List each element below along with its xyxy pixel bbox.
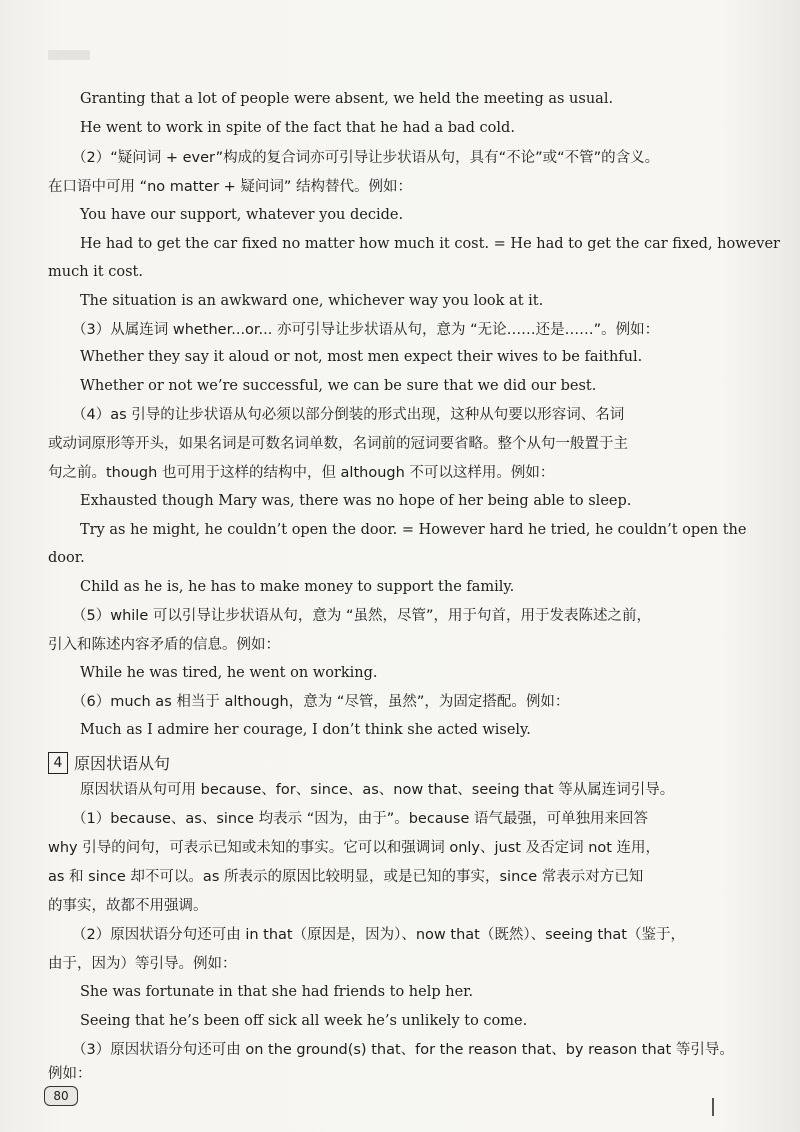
rule-paragraph: （5）while 可以引导让步状语从句，意为 “虽然，尽管”，用于句首，用于发表陈述之前， (72, 608, 651, 624)
rule-paragraph: （3）原因状语分句还可由 on the ground(s) that、for the reason that、by reason that 等引导。 (72, 1042, 734, 1058)
example-sentence: Whether they say it aloud or not, most men expect their wives to be faithful. (80, 349, 643, 365)
margin-mark (712, 1098, 714, 1116)
example-sentence: He had to get the car fixed no matter how much it cost. = He had to get the car fixed, however (80, 236, 780, 252)
rule-paragraph: 在口语中可用 “no matter + 疑问词” 结构替代。例如： (48, 179, 413, 195)
section-heading (48, 751, 170, 774)
rule-paragraph: 由于，因为）等引导。例如： (48, 956, 237, 972)
rule-paragraph: 的事实，故都不用强调。 (48, 898, 208, 914)
example-sentence: much it cost. (48, 264, 143, 280)
rule-paragraph: （2）原因状语分句还可由 in that（原因是，因为）、now that（既然）、seeing that（鉴于， (72, 927, 685, 943)
example-sentence: He went to work in spite of the fact that he had a bad cold. (80, 120, 515, 136)
example-sentence: While he was tired, he went on working. (80, 665, 378, 681)
rule-paragraph: why 引导的问句，可表示已知或未知的事实。它可以和强调词 only、just 及否定词 not 连用， (48, 840, 661, 856)
rule-paragraph: （4）as 引导的让步状语从句必须以部分倒装的形式出现，这种从句要以形容词、名词 (72, 407, 625, 423)
rule-paragraph: （6）much as 相当于 although，意为 “尽管，虽然”，为固定搭配。例如： (72, 694, 570, 710)
example-sentence: Seeing that he’s been off sick all week he’s unlikely to come. (80, 1013, 528, 1029)
rule-paragraph: as 和 since 却不可以。as 所表示的原因比较明显，或是已知的事实，since 常表示对方已知 (48, 869, 644, 885)
example-sentence: The situation is an awkward one, whichever way you look at it. (80, 293, 544, 309)
rule-paragraph: （1）because、as、since 均表示 “因为，由于”。because 语气最强，可单独用来回答 (72, 811, 648, 827)
running-header (48, 50, 90, 60)
rule-paragraph: 句之前。though 也可用于这样的结构中，但 although 不可以这样用。例如： (48, 465, 555, 481)
rule-paragraph: 例如： (48, 1066, 92, 1082)
section-title: 原因状语从句 (74, 754, 171, 773)
rule-paragraph: 或动词原形等开头，如果名词是可数名词单数，名词前的冠词要省略。整个从句一般置于主 (48, 436, 628, 452)
page-number: 80 (44, 1086, 78, 1106)
rule-paragraph: 引入和陈述内容矛盾的信息。例如： (48, 637, 280, 653)
example-sentence: Child as he is, he has to make money to support the family. (80, 579, 515, 595)
example-sentence: Try as he might, he couldn’t open the door. = However hard he tried, he couldn’t open the (80, 522, 747, 538)
example-sentence: Exhausted though Mary was, there was no hope of her being able to sleep. (80, 493, 632, 509)
rule-paragraph: （3）从属连词 whether...or... 亦可引导让步状语从句，意为 “无论……还是……”。例如： (72, 322, 660, 338)
section-number: 4 (48, 752, 68, 774)
example-sentence: You have our support, whatever you decide. (80, 207, 404, 223)
example-sentence: She was fortunate in that she had friends to help her. (80, 984, 474, 1000)
rule-paragraph: （2）“疑问词 + ever”构成的复合词亦可引导让步状语从句，具有“不论”或“不管”的含义。 (72, 150, 660, 166)
example-sentence: Whether or not we’re successful, we can be sure that we did our best. (80, 378, 597, 394)
example-sentence: Much as I admire her courage, I don’t think she acted wisely. (80, 722, 531, 738)
example-sentence: Granting that a lot of people were absent, we held the meeting as usual. (80, 91, 614, 107)
example-sentence: door. (48, 550, 85, 566)
rule-paragraph: 原因状语从句可用 because、for、since、as、now that、seeing that 等从属连词引导。 (80, 782, 675, 798)
